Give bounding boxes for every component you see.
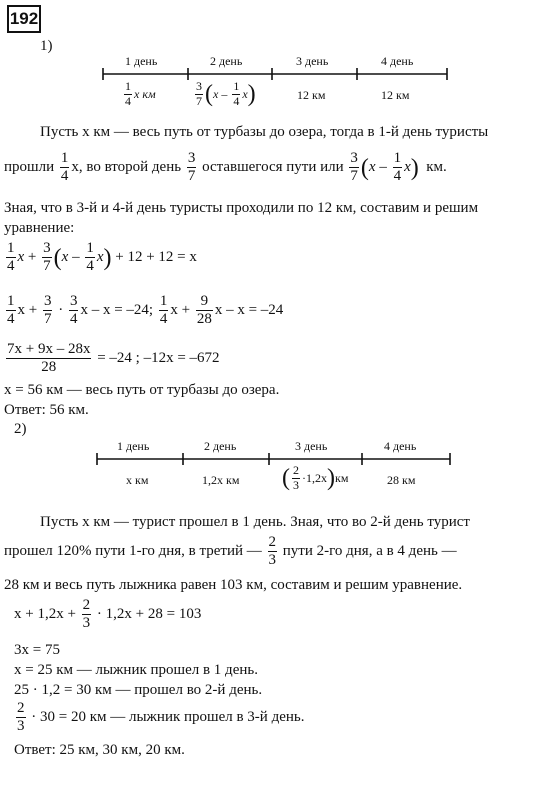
p3-line2: прошел 120% пути 1-го дня, в третий — 2 3 пути 2-го дня, а в 4 день — xyxy=(4,534,457,569)
t2-day3: 3 день xyxy=(295,439,328,453)
p2-eq2: 3x = 75 xyxy=(14,642,60,658)
p2-eq4: 25 · 1,2 = 30 км — прошел во 2-й день. xyxy=(14,682,263,698)
p2-line1: Зная, что в 3-й и 4-й день туристы проходили по 12 км, составим и решим xyxy=(4,200,479,216)
t2-seg2: 1,2x км xyxy=(202,473,240,487)
part2-label: 2) xyxy=(14,421,27,437)
problem-number: 192 xyxy=(7,5,41,33)
eq3: $\frac{7x + 9x - 28x}{28}$ = –24 ; –12x = –672 xyxy=(7,341,220,376)
t1-day2: 2 день xyxy=(210,54,243,68)
eq2: 1 4 x + $\frac{3}{7}$ · 3 4 x – x = –24; 1 4 x + $\frac{9}{28}$ x – x = –24 xyxy=(7,293,284,328)
t1-day3: 3 день xyxy=(296,54,329,68)
t2-day2: 2 день xyxy=(204,439,237,453)
t2-seg3: ( 2 3 ·1,2x ) км xyxy=(282,463,349,492)
t2-day4: 4 день xyxy=(384,439,417,453)
p1-line1: Пусть x км — весь путь от турбазы до озера, тогда в 1-й день туристы xyxy=(40,124,489,140)
p3-line1: Пусть x км — турист прошел в 1 день. Зная, что во 2-й день турист xyxy=(40,514,470,530)
t2-seg1: x км xyxy=(126,473,149,487)
p1-result: x = 56 км — весь путь от турбазы до озера. xyxy=(4,382,280,398)
t1-seg4: 12 км xyxy=(381,88,410,102)
t2-seg4: 28 км xyxy=(387,473,416,487)
t1-seg3: 12 км xyxy=(297,88,326,102)
t1-day1: 1 день xyxy=(125,54,158,68)
p3-line3: 28 км и весь путь лыжника равен 103 км, составим и решим уравнение. xyxy=(4,577,463,593)
t1-seg1: 1 4 x км xyxy=(125,79,156,108)
p1-answer: Ответ: 56 км. xyxy=(4,402,89,418)
t1-day4: 4 день xyxy=(381,54,414,68)
p2-eq1: x + 1,2x + $\frac{2}{3}$ · 1,2x + 28 = 103 xyxy=(14,597,202,632)
t2-day1: 1 день xyxy=(117,439,150,453)
p2-eq5: 2 3 · 30 = 20 км — лыжник прошел в 3-й день. xyxy=(17,700,305,735)
eq1: 1 4 x + 3 7 ( x – 1 4 x ) + 12 + 12 = x xyxy=(7,240,197,275)
t1-seg2: 3 7 ( x – 1 4 x ) xyxy=(196,79,256,108)
part1-label: 1) xyxy=(40,38,53,54)
p1-line2: прошли 1 4 x, во второй день 3 7 оставшегося пути или 3 7 ( x – 1 4 x ) км. xyxy=(4,150,447,185)
p2-answer: Ответ: 25 км, 30 км, 20 км. xyxy=(14,742,185,758)
p2-eq3: x = 25 км — лыжник прошел в 1 день. xyxy=(14,662,258,678)
p2-line2: уравнение: xyxy=(4,220,75,236)
